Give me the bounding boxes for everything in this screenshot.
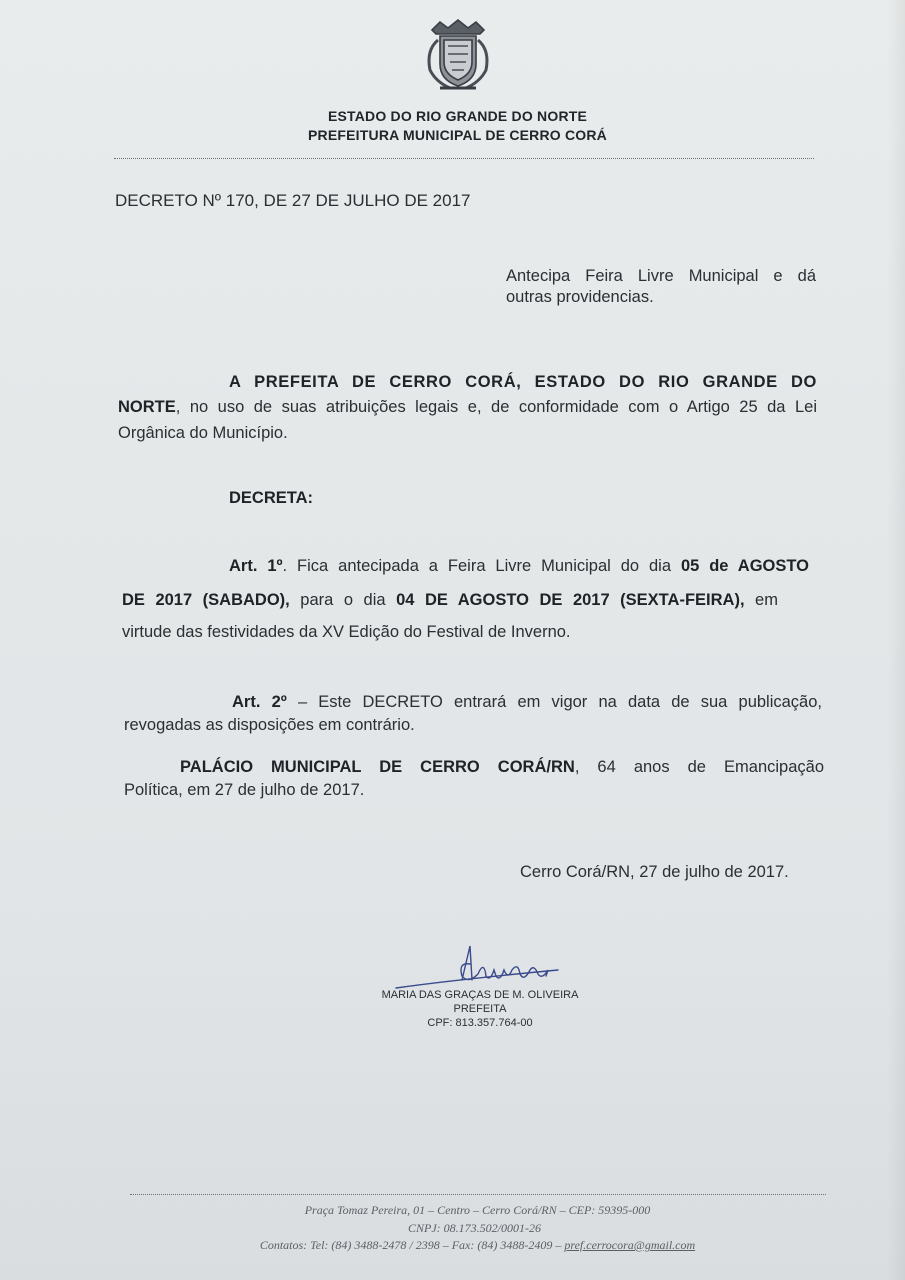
- signature-block: [330, 988, 630, 1030]
- header-state: ESTADO DO RIO GRANDE DO NORTE: [327, 108, 588, 124]
- art2-line2: revogadas as disposições em contrário.: [124, 716, 415, 734]
- footer-email-link[interactable]: pref.cerrocora@gmail.com: [564, 1238, 696, 1252]
- place-date: Cerro Corá/RN, 27 de julho de 2017.: [520, 863, 789, 881]
- footer-address: Praça Tomaz Pereira, 01 – Centro – Cerro Corá/RN – CEP: 59395-000: [304, 1203, 651, 1217]
- art1-line1: Art. 1º. Fica antecipada a Feira Livre Municipal do dia 05 de AGOSTO: [229, 557, 809, 575]
- art1-line2: DE 2017 (SABADO), para o dia 04 DE AGOSTO DE 2017 (SEXTA-FEIRA), em: [122, 591, 778, 609]
- footer-cnpj: CNPJ: 08.173.502/0001-26: [408, 1221, 541, 1235]
- art2-line1: Art. 2º – Este DECRETO entrará em vigor na data de sua publicação,: [232, 693, 822, 711]
- preamble-line1: A PREFEITA DE CERRO CORÁ, ESTADO DO RIO GRANDE DO: [229, 373, 817, 391]
- footer-contacts: Contatos: Tel: (84) 3488-2478 / 2398 – Fax: (84) 3488-2409 – pref.cerrocora@gmail.com: [259, 1238, 696, 1252]
- header-divider: [114, 158, 814, 159]
- signer-name: MARIA DAS GRAÇAS DE M. OLIVEIRA: [381, 989, 579, 1001]
- art1-line3: virtude das festividades da XV Edição do Festival de Inverno.: [122, 623, 571, 641]
- page-edge-shadow: [887, 0, 905, 1280]
- preamble-line2: NORTE, no uso de suas atribuições legais e, de conformidade com o Artigo 25 da Lei: [118, 398, 817, 416]
- signer-cpf: CPF: 813.357.764-00: [427, 1017, 533, 1029]
- decreta-heading: DECRETA:: [229, 489, 314, 507]
- header-municipality: PREFEITURA MUNICIPAL DE CERRO CORÁ: [308, 127, 607, 143]
- palace-line2: Política, em 27 de julho de 2017.: [124, 781, 365, 799]
- palace-line1: PALÁCIO MUNICIPAL DE CERRO CORÁ/RN, 64 anos de Emancipação: [180, 758, 824, 776]
- footer-divider: [130, 1194, 826, 1195]
- preamble-line3: Orgânica do Município.: [118, 424, 288, 442]
- decree-summary-line1: Antecipa Feira Livre Municipal e dá: [506, 267, 816, 285]
- decree-summary-line2: outras providencias.: [506, 288, 654, 306]
- signer-role: PREFEITA: [453, 1003, 507, 1015]
- coat-of-arms-icon: [418, 16, 498, 94]
- decree-title: DECRETO Nº 170, DE 27 DE JULHO DE 2017: [115, 191, 471, 210]
